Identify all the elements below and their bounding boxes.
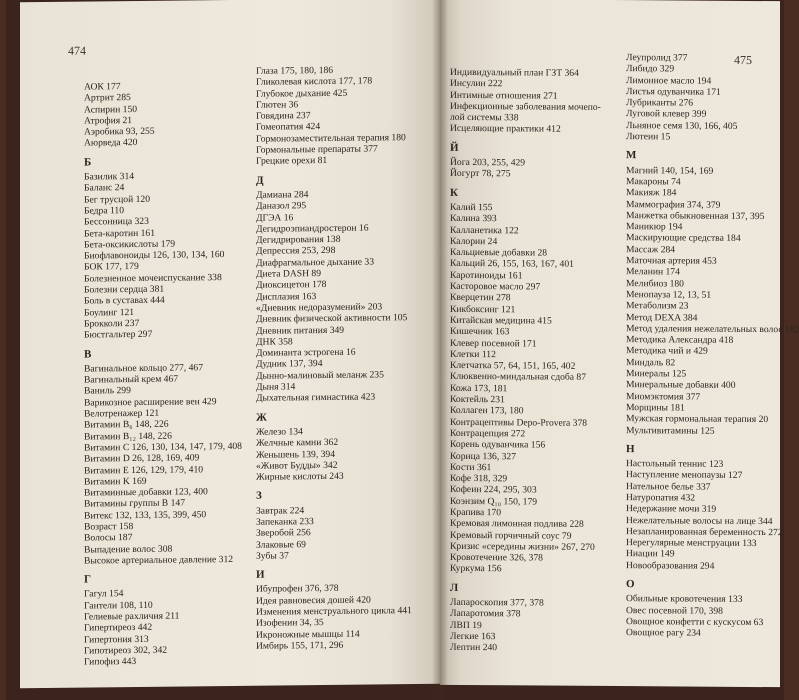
- index-entry: Вагинальный крем 467: [84, 373, 179, 386]
- index-entry: Грецкие орехи 81: [256, 155, 328, 168]
- index-entry: Недержание мочи 319: [626, 503, 717, 516]
- index-entry: Аюрведа 420: [84, 137, 138, 150]
- index-entry: Индивидуальный план ГЗТ 364: [450, 66, 579, 79]
- index-column: [84, 80, 254, 668]
- index-entry: Каротиноиды 161: [450, 269, 523, 282]
- index-entry: Волосы 187: [84, 532, 133, 544]
- index-entry: Калий 155: [450, 201, 493, 214]
- index-letter-heading: К: [450, 186, 458, 199]
- index-entry: Глубокое дыхание 425: [256, 87, 348, 100]
- index-entry: Калории 24: [450, 235, 498, 248]
- index-entry: Кишечник 163: [450, 326, 510, 338]
- index-entry: Бюстгальтер 297: [84, 329, 153, 341]
- index-letter-heading: Н: [626, 442, 635, 455]
- index-entry: Лапаротомия 378: [450, 608, 521, 620]
- book-spine: [432, 0, 448, 700]
- index-entry: Минералы 125: [626, 368, 687, 380]
- right-page: [440, 0, 799, 687]
- index-entry: Витамин E 126, 129, 179, 410: [84, 463, 204, 477]
- index-entry: Контрацептивы Depo-Provera 378: [450, 416, 588, 429]
- index-entry: Гликолевая кислота 177, 178: [256, 75, 373, 89]
- index-entry: Варикозное расширение вен 429: [84, 395, 217, 409]
- index-entry: Лептин 240: [450, 642, 498, 654]
- index-entry: Коллаген 173, 180: [450, 405, 524, 417]
- index-entry: ЛВП 19: [450, 619, 482, 631]
- index-entry: Зубы 37: [256, 550, 289, 562]
- index-entry: Корень одуванчика 156: [450, 439, 546, 451]
- index-entry: Куркума 156: [450, 563, 502, 575]
- index-entry: Диоксицетон 178: [256, 279, 327, 292]
- index-entry: Гипертония 313: [84, 633, 149, 646]
- index-entry: БОК 177, 179: [84, 261, 139, 273]
- index-entry: Витекс 132, 133, 135, 399, 450: [84, 508, 207, 522]
- index-entry: Метаболизм 23: [626, 300, 689, 312]
- index-entry: Маммография 374, 379: [626, 198, 721, 211]
- index-entry: Дудник 137, 394: [256, 358, 323, 371]
- index-entry: Кремовая лимонная подлива 228: [450, 518, 584, 531]
- index-entry: Обильные кровотечения 133: [626, 593, 743, 606]
- index-entry: Маскирующие средства 184: [626, 232, 741, 245]
- index-entry: Коэнзим Q₁₀ 150, 179: [450, 495, 538, 508]
- index-entry: Меланин 174: [626, 266, 680, 278]
- index-entry: Гипотиреоз 302, 342: [84, 644, 168, 657]
- index-column: [626, 52, 799, 640]
- index-entry: Брокколи 237: [84, 317, 140, 330]
- index-entry: Кожа 173, 181: [450, 382, 508, 395]
- left-page: [20, 0, 440, 688]
- index-entry: Имбирь 155, 171, 296: [256, 639, 344, 652]
- index-entry: Легкие 163: [450, 630, 496, 643]
- index-entry: Миомэктомия 377: [626, 390, 701, 403]
- index-letter-heading: Г: [84, 573, 91, 586]
- index-entry: Минеральные добавки 400: [626, 379, 736, 392]
- index-entry: Витамин B₁₂ 148, 226: [84, 430, 172, 443]
- index-entry: Биофлавоноиды 126, 130, 134, 160: [84, 249, 225, 262]
- index-entry: Возраст 158: [84, 520, 134, 533]
- index-entry: «Живот Будды» 342: [256, 459, 338, 472]
- index-entry: лой системы 338: [450, 112, 519, 124]
- index-entry: Маточная артерия 453: [626, 255, 717, 267]
- index-entry: Интимные отношения 271: [450, 89, 558, 102]
- index-entry: Маникюр 194: [626, 221, 683, 233]
- index-entry: Гипертиреоз 442: [84, 622, 153, 634]
- index-entry: Овощное рагу 234: [626, 627, 701, 639]
- index-entry: Дегидрирования 138: [256, 233, 341, 246]
- index-entry: Ниацин 149: [626, 548, 675, 560]
- index-entry: Атрофия 21: [84, 114, 133, 127]
- index-entry: Методика чий и 429: [626, 345, 708, 358]
- index-entry: Витамин C 126, 130, 134, 147, 179, 408: [84, 440, 242, 454]
- index-entry: Макароны 74: [626, 176, 681, 188]
- index-entry: Овес посевной 170, 398: [626, 604, 723, 617]
- index-entry: Клюквенно-миндальная сдоба 87: [450, 371, 587, 384]
- index-entry: Дамиана 284: [256, 189, 309, 201]
- index-entry: Коктейль 231: [450, 393, 505, 406]
- index-letter-heading: М: [626, 149, 637, 162]
- index-entry: Дневник физической активности 105: [256, 312, 408, 325]
- index-entry: Изменения менструального цикла 441: [256, 605, 412, 618]
- index-column: [256, 64, 440, 652]
- index-letter-heading: Б: [84, 156, 92, 169]
- index-entry: Боулинг 121: [84, 306, 135, 319]
- index-entry: Железо 134: [256, 426, 303, 438]
- index-entry: Настольный теннис 123: [626, 458, 724, 470]
- index-entry: Нерегулярные менструации 133: [626, 537, 757, 550]
- index-entry: Кальциевые добавки 28: [450, 247, 548, 259]
- index-entry: Лапароскопия 377, 378: [450, 596, 544, 609]
- index-entry: ДНК 358: [256, 336, 293, 348]
- index-entry: Кровотечение 326, 378: [450, 552, 543, 564]
- index-entry: Макияж 184: [626, 187, 677, 199]
- index-entry: «Дневник недоразумений» 203: [256, 301, 383, 314]
- index-entry: Дыня 314: [256, 381, 296, 393]
- index-entry: Гантели 108, 110: [84, 599, 153, 612]
- index-column: [450, 67, 628, 655]
- index-entry: Китайская медицина 415: [450, 314, 552, 327]
- index-entry: Йога 203, 255, 429: [450, 156, 526, 169]
- index-entry: Новообразования 294: [626, 559, 715, 572]
- index-entry: ДГЭА 16: [256, 211, 294, 224]
- index-entry: Калланетика 122: [450, 224, 519, 236]
- index-entry: Менопауза 12, 13, 51: [626, 289, 712, 301]
- index-entry: Инфекционные заболевания мочепо-: [450, 100, 601, 113]
- index-entry: Мультивитамины 125: [626, 424, 715, 437]
- index-entry: Боль в суставах 444: [84, 295, 165, 307]
- index-entry: Дегидроэпиандростерон 16: [256, 222, 369, 235]
- index-entry: Икроножные мышцы 114: [256, 628, 360, 641]
- index-entry: Изофенин 34, 35: [256, 617, 324, 630]
- index-letter-heading: Ж: [256, 411, 267, 424]
- index-entry: Аспирин 150: [84, 103, 138, 116]
- index-entry: Болезненное мочеиспускание 338: [84, 271, 222, 285]
- index-entry: Льняное семя 130, 166, 405: [626, 119, 738, 132]
- index-entry: Манжетка обыкновенная 137, 395: [626, 209, 765, 222]
- index-entry: Кости 361: [450, 461, 492, 473]
- index-letter-heading: О: [626, 578, 635, 591]
- index-entry: Морщины 181: [626, 402, 685, 414]
- index-entry: Наступление менопаузы 127: [626, 469, 743, 482]
- index-entry: Витамин D 26, 128, 169, 409: [84, 452, 200, 465]
- index-letter-heading: И: [256, 568, 265, 581]
- index-entry: Зверобой 256: [256, 527, 311, 540]
- index-letter-heading: В: [84, 347, 92, 361]
- index-entry: Витамин B₆ 148, 226: [84, 418, 169, 431]
- index-entry: Идея равновесия дошей 420: [256, 594, 371, 607]
- index-entry: Баланс 24: [84, 182, 125, 194]
- index-entry: Аэробика 93, 255: [84, 125, 155, 138]
- index-entry: Глютен 36: [256, 99, 299, 111]
- index-entry: Лимонное масло 194: [626, 74, 712, 87]
- index-entry: Ибупрофен 376, 378: [256, 583, 339, 596]
- index-entry: Исцеляющие практики 412: [450, 123, 561, 136]
- index-entry: Базилик 314: [84, 171, 135, 183]
- index-entry: Клетки 112: [450, 348, 496, 361]
- index-entry: Гагул 154: [84, 588, 124, 600]
- index-entry: АОК 177: [84, 81, 121, 93]
- index-entry: Массаж 284: [626, 243, 676, 256]
- index-entry: Диафрагмальное дыхание 33: [256, 256, 375, 269]
- index-entry: Кофеин 224, 295, 303: [450, 484, 537, 496]
- index-entry: Бета-каротин 161: [84, 227, 156, 240]
- index-entry: Лютеин 15: [626, 131, 671, 143]
- index-entry: Злаковые 69: [256, 538, 306, 551]
- open-book: [6, 0, 799, 700]
- index-entry: Артрит 285: [84, 92, 131, 104]
- index-entry: Высокое артериальное давление 312: [84, 553, 234, 567]
- index-entry: Кофе 318, 329: [450, 472, 508, 485]
- index-entry: Бета-оксикислоты 179: [84, 238, 176, 251]
- index-letter-heading: Й: [450, 141, 459, 154]
- index-entry: Говядина 237: [256, 110, 311, 122]
- index-entry: Гормонозаместительная терапия 180: [256, 131, 406, 145]
- index-entry: Лубриканты 276: [626, 97, 694, 109]
- index-entry: Запеканка 233: [256, 516, 314, 528]
- index-entry: Ваниль 299: [84, 385, 131, 397]
- index-entry: Кремовый горчичный соус 79: [450, 529, 572, 542]
- index-entry: Метод DEXA 384: [626, 311, 698, 324]
- index-entry: Диета DASH 89: [256, 268, 322, 280]
- index-entry: Депрессия 253, 298: [256, 245, 336, 258]
- index-entry: Луговой клевер 399: [626, 108, 707, 121]
- index-entry: Миндаль 82: [626, 356, 676, 369]
- index-entry: Бедра 110: [84, 205, 125, 217]
- index-entry: Магний 140, 154, 169: [626, 164, 714, 177]
- index-entry: Мужская гормональная терапия 20: [626, 413, 769, 426]
- index-entry: Вагинальное кольцо 277, 467: [84, 362, 203, 375]
- index-entry: Гормональные препараты 377: [256, 143, 378, 156]
- index-entry: Йогурт 78, 275: [450, 168, 511, 180]
- index-entry: Кальций 26, 155, 163, 167, 401: [450, 258, 574, 271]
- index-entry: Инсулин 222: [450, 78, 503, 90]
- index-entry: Даназол 295: [256, 200, 307, 212]
- index-entry: Жирные кислоты 243: [256, 470, 344, 483]
- index-entry: Кикбоксинг 121: [450, 303, 516, 315]
- index-entry: Дисплазия 163: [256, 290, 317, 303]
- index-entry: Дыхательная гимнастика 423: [256, 391, 376, 405]
- index-entry: Гелиевые рахличия 211: [84, 610, 180, 623]
- index-letter-heading: Л: [450, 581, 459, 594]
- index-entry: Витамины группы B 147: [84, 497, 185, 510]
- index-entry: Велотренажер 121: [84, 407, 160, 420]
- index-entry: Леупролид 377: [626, 52, 688, 64]
- index-entry: Незапланированная беременность 272: [626, 525, 783, 539]
- index-entry: Мелибиоз 180: [626, 277, 684, 290]
- index-entry: Либидо 329: [626, 63, 675, 75]
- index-entry: Бег трусцой 120: [84, 193, 150, 206]
- index-entry: Касторовое масло 297: [450, 280, 541, 293]
- index-entry: Метод удаления нежелательных волос 182: [626, 322, 799, 336]
- index-entry: Нежелательные волосы на лице 344: [626, 514, 773, 527]
- index-entry: Бессонница 323: [84, 216, 149, 228]
- index-entry: Выпадение волос 308: [84, 543, 173, 556]
- index-entry: Корица 136, 327: [450, 450, 517, 462]
- index-entry: Натуропатия 432: [626, 492, 696, 504]
- index-entry: Дневник питания 349: [256, 324, 345, 337]
- index-entry: Витамин K 169: [84, 475, 147, 488]
- page-number: 474: [68, 43, 86, 58]
- index-entry: Крапива 170: [450, 506, 502, 519]
- index-entry: Методика Александра 418: [626, 334, 734, 346]
- index-entry: Овощное конфетти с кускусом 63: [626, 616, 764, 629]
- index-entry: Дынно-малиновый меланж 235: [256, 369, 384, 382]
- index-entry: Клетчатка 57, 64, 151, 165, 402: [450, 360, 576, 372]
- index-entry: Желчные камни 362: [256, 437, 339, 449]
- index-entry: Доминанта эстрогена 16: [256, 346, 356, 359]
- index-entry: Витаминные добавки 123, 400: [84, 486, 208, 499]
- index-entry: Болезни сердца 381: [84, 283, 165, 296]
- index-entry: Завтрак 224: [256, 504, 305, 517]
- index-entry: Контрацепция 272: [450, 427, 526, 440]
- index-entry: Женьшень 139, 394: [256, 448, 336, 461]
- index-entry: Гомеопатия 424: [256, 121, 321, 134]
- index-entry: Листья одуванчика 171: [626, 86, 721, 98]
- index-entry: Гипофиз 443: [84, 656, 137, 668]
- index-entry: Калина 393: [450, 213, 497, 225]
- index-letter-heading: Д: [256, 174, 264, 187]
- page-number: 475: [734, 52, 752, 67]
- index-entry: Глаза 175, 180, 186: [256, 64, 334, 77]
- index-entry: Кризис «середины жизни» 267, 270: [450, 540, 595, 553]
- index-entry: Кверцетин 278: [450, 292, 511, 304]
- index-entry: Клевер посевной 171: [450, 337, 537, 350]
- index-entry: Нательное белье 337: [626, 480, 711, 493]
- index-letter-heading: З: [256, 490, 262, 503]
